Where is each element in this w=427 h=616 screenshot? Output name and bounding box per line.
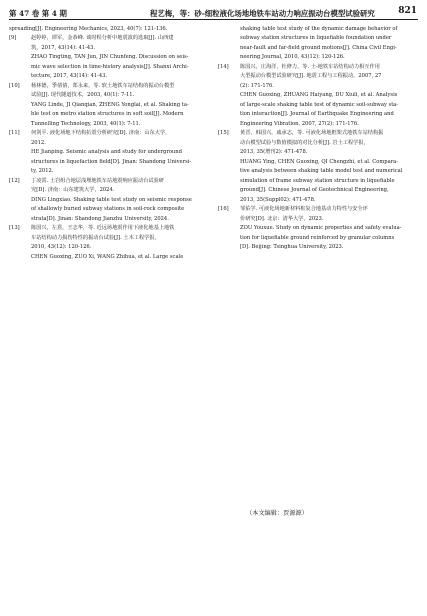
reference-line: ble test on metro station structures in soft soil[J]. Modern xyxy=(31,111,184,118)
reference-item xyxy=(218,25,418,63)
reference-line: 2013, 35(增刊2): 471-478. xyxy=(240,149,308,156)
reference-line: tecture, 2017, 43(14): 41-43. xyxy=(31,73,108,80)
left-column-references xyxy=(9,25,209,262)
reference-number: [15] xyxy=(218,130,229,137)
reference-line: Tunnelling Technology, 2003, 40(1): 7-11. xyxy=(31,120,141,127)
reference-line: 筑，2017, 43(14): 41-43. xyxy=(31,44,96,51)
reference-line: tion interaction[J]. Journal of Earthquake Engineering and xyxy=(240,111,394,118)
reference-line: 价研究[D]. 北京：清华大学，2023. xyxy=(240,215,324,222)
reference-line: simulation of frame subway station structure in liquefiable xyxy=(240,177,395,184)
reference-number: [13] xyxy=(9,225,20,232)
reference-line: (2): 171-176. xyxy=(240,82,274,89)
reference-line: 何剑平. 液化场地下结构抗震分析研究[D]. 济南：山东大学， xyxy=(31,130,171,137)
reference-line: DING Lingxiao. Shaking table test study on seismic response xyxy=(31,196,192,203)
reference-line: neering Journal, 2010, 43(12): 120-126. xyxy=(240,54,345,61)
reference-line: [D]. Beijing: Tsinghua University, 2023. xyxy=(240,244,344,251)
running-header xyxy=(0,0,427,22)
reference-line: 丁凌霄. 土岩组合地层浅埋地铁车站地震响应振动台试验研 xyxy=(31,177,164,184)
reference-item xyxy=(218,205,418,252)
reference-number: [9] xyxy=(9,35,17,42)
reference-line: CHEN Guoxing, ZUO Xi, WANG Zhihua, et al. Large scale xyxy=(31,253,184,260)
reference-item xyxy=(9,129,209,176)
reference-line: spreading[J]. Engineering Mechanics, 2023, 40(7): 121-136. xyxy=(9,26,168,32)
reference-number: [12] xyxy=(9,177,20,184)
reference-line: mic wave selection in time-history analysis[J]. Shanxi Archi- xyxy=(31,63,189,70)
reference-line: 车站结构动力损伤特性的振动台试验[J]. 土木工程学报， xyxy=(31,234,160,241)
reference-line: structures in liquefaction field[D]. Jinan: Shandong Universi- xyxy=(31,158,192,165)
reference-item xyxy=(218,129,418,205)
reference-line: ZHAO Tingting, TAN Jun, JIN Chunfeng. Discussion on seis- xyxy=(31,54,189,61)
reference-number: [14] xyxy=(218,63,229,70)
reference-line: 2013, 35(Suppl02): 471-478. xyxy=(240,196,316,203)
reference-line: 2012. xyxy=(31,139,46,146)
page-number: 821 xyxy=(398,6,417,16)
right-column-references xyxy=(218,25,418,253)
reference-item xyxy=(9,224,209,262)
reference-item xyxy=(9,25,209,34)
reference-line: 试验[J]. 现代隧道技术，2003, 40(1): 7-11. xyxy=(31,92,135,99)
reference-item xyxy=(9,82,209,129)
reference-number: [10] xyxy=(9,82,20,89)
reference-line: 2010, 43(12): 120-126. xyxy=(31,244,92,251)
reference-line: near-fault and far-field ground motions[J]. China Civil Engi- xyxy=(240,44,397,51)
reference-line: HE Jianping. Seismic analysis and study for underground xyxy=(31,149,182,156)
reference-line: 究[D]. 济南：山东建筑大学，2024. xyxy=(31,187,115,194)
reference-line: Engineering Vibration, 2007, 27(2): 171-176. xyxy=(240,120,359,127)
journal-volume-issue: 第 47 卷 第 4 期 xyxy=(9,9,67,18)
reference-line: tion for liquefiable ground reinforced by granular columns xyxy=(240,234,395,241)
reference-line: YANG Linde, JI Qianqian, ZHENG Yonglai, et al. Shaking ta- xyxy=(31,101,189,108)
reference-line: ZOU Youxue. Study on dynamic properties and safety evalua- xyxy=(240,225,402,232)
reference-line: of shallowly buried subway stations in soil-rock composite xyxy=(31,206,185,213)
header-rule xyxy=(9,19,418,20)
reference-line: tive analysis between shaking table model test and numerical xyxy=(240,168,403,175)
reference-number: [16] xyxy=(218,206,229,213)
reference-line: shaking table test study of the dynamic damage behavior of xyxy=(240,26,398,32)
reference-line: subway station structures in liquefiable foundation under xyxy=(240,35,392,42)
reference-line: 赵婷婷，谭军，金恭峰. 谈时程分析中地震波的选取[J]. 山西建 xyxy=(31,35,174,42)
reference-line: of large-scale shaking table test of dynamic soil-subway sta- xyxy=(240,101,399,108)
reference-line: ground[J]. Chinese Journal of Geotechnical Engineering, xyxy=(240,187,389,194)
reference-line: CHEN Guoxing, ZHUANG Haiyang, DU Xiuli, et al. Analysis xyxy=(240,92,398,99)
reference-line: 动台模型试验与数值模拟的对比分析[J]. 岩土工程学报， xyxy=(240,139,369,146)
reference-line: 邹佑学. 可液化场地新材料桩复合地基动力特性与安全评 xyxy=(240,206,368,213)
reference-number: [11] xyxy=(9,130,20,137)
running-title: 程艺梅，等：砂-细粒液化场地地铁车站动力响应振动台模型试验研究 xyxy=(150,9,375,18)
reference-item xyxy=(9,34,209,81)
reference-line: strata[D]. Jinan: Shandong Jianzhu University, 2024. xyxy=(31,215,169,222)
reference-item xyxy=(9,177,209,224)
reference-line: HUANG Ying, CHEN Guoxing, QI Chengzhi, et al. Compara- xyxy=(240,158,399,165)
reference-line: ty, 2012. xyxy=(31,168,54,175)
reference-line: 黄晋，韩国兴，戚承志，等. 可液化场地框架式地铁车站结构振 xyxy=(240,130,384,137)
reference-line: 陈国兴，庄海洋，杜修力，等. 土-地铁车站结构动力相互作用 xyxy=(240,63,380,70)
reference-line: 陈国兴，左熹，王志华，等. 近远场地震作用下液化地基上地铁 xyxy=(31,225,175,232)
editor-note: （本文编辑：贾源源） xyxy=(246,510,308,517)
reference-line: 大型振动台模型试验研究[J]. 地震工程与工程振动，2007, 27 xyxy=(240,73,382,80)
reference-item xyxy=(218,63,418,129)
reference-line: 杨林德，季倩倩，郑永来，等. 软土地铁车站结构的振动台模型 xyxy=(31,82,175,89)
